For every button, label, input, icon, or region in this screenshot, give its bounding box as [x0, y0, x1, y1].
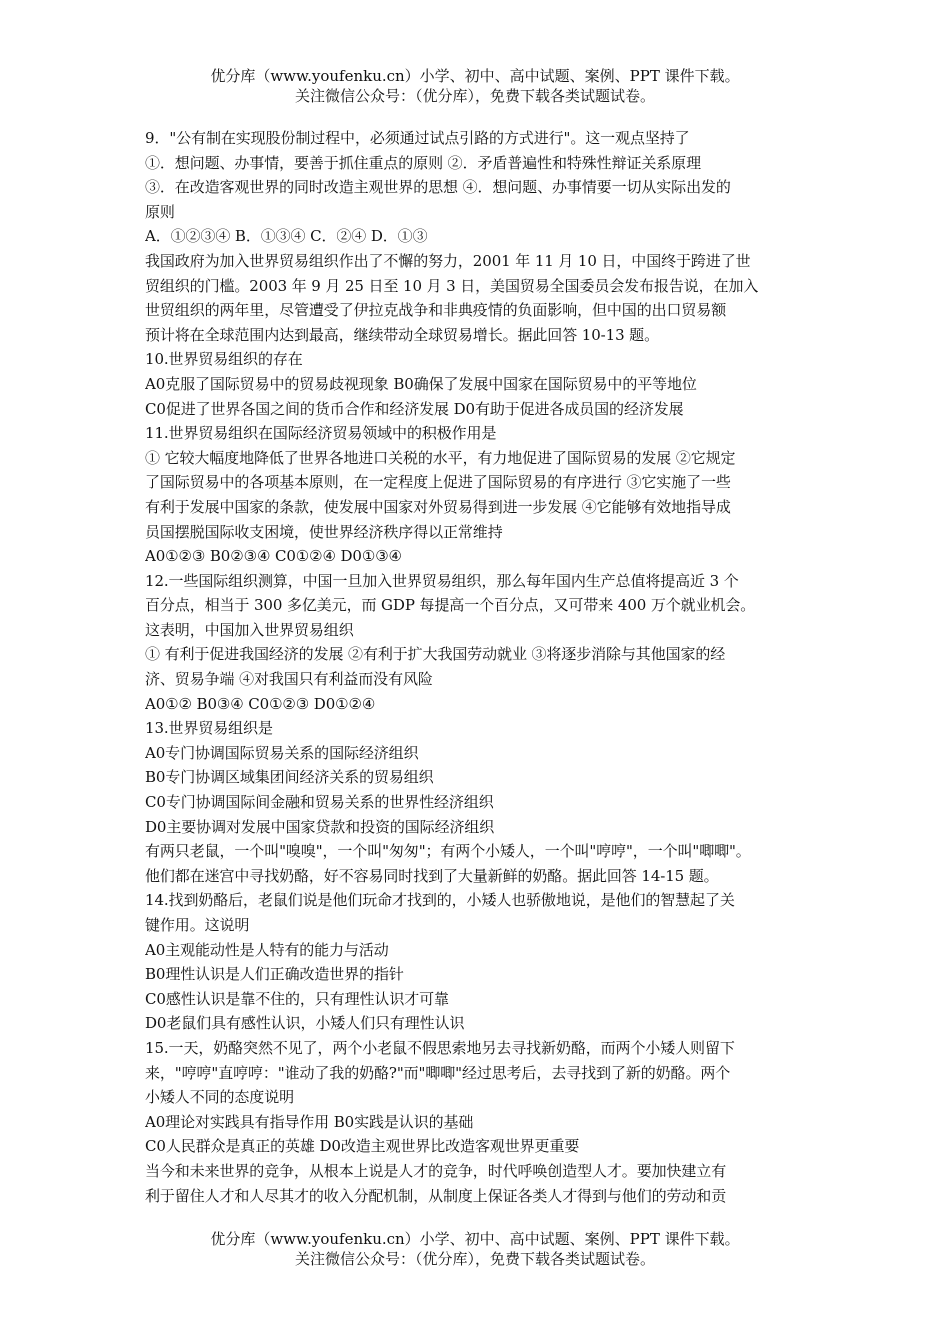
text-line: 13.世界贸易组织是	[145, 719, 273, 738]
text-line: C0人民群众是真正的英雄 D0改造主观世界比改造客观世界更重要	[145, 1137, 580, 1156]
header-line-2: 关注微信公众号：（优分库），免费下载各类试题试卷。	[294, 87, 655, 105]
text-line: 了国际贸易中的各项基本原则，在一定程度上促进了国际贸易的有序进行 ③它实施了一些	[145, 473, 731, 492]
text-line: 他们都在迷宫中寻找奶酪，好不容易同时找到了大量新鲜的奶酪。据此回答 14-15 题。	[145, 866, 719, 885]
text-line: 14.找到奶酪后，老鼠们说是他们玩命才找到的，小矮人也骄傲地说，是他们的智慧起了关	[145, 891, 735, 910]
text-line: 小矮人不同的态度说明	[145, 1088, 295, 1107]
text-line: D0老鼠们具有感性认识，小矮人们只有理性认识	[145, 1014, 465, 1033]
text-line: 12.一些国际组织测算，中国一旦加入世界贸易组织，那么每年国内生产总值将提高近 3 个	[145, 571, 739, 590]
text-line: D0主要协调对发展中国家贷款和投资的国际经济组织	[145, 817, 495, 836]
text-line: 键作用。这说明	[145, 916, 250, 934]
text-line: A0①② B0③④ C0①②③ D0①②④	[145, 694, 376, 713]
text-line: 百分点，相当于 300 多亿美元，而 GDP 每提高一个百分点，又可带来 400 万个就业机会。	[145, 596, 756, 615]
text-line: 有利于发展中国家的条款，使发展中国家对外贸易得到进一步发展 ④它能够有效地指导成	[145, 497, 731, 516]
text-line: 来，"哼哼"直哼哼："谁动了我的奶酪?"而"唧唧"经过思考后，去寻找到了新的奶酪。两个	[145, 1063, 731, 1082]
text-line: A0理论对实践具有指导作用 B0实践是认识的基础	[145, 1112, 474, 1131]
text-line: A0主观能动性是人特有的能力与活动	[145, 940, 389, 959]
text-line: C0感性认识是靠不住的，只有理性认识才可靠	[145, 989, 449, 1008]
text-line: 利于留住人才和人尽其才的收入分配机制，从制度上保证各类人才得到与他们的劳动和贡	[145, 1186, 727, 1205]
text-line: A0①②③ B0②③④ C0①②④ D0①③④	[145, 547, 402, 566]
text-line: ③．在改造客观世界的同时改造主观世界的思想 ④．想问题、办事情要一切从实际出发的	[145, 178, 731, 197]
footer-line-2: 关注微信公众号：（优分库），免费下载各类试题试卷。	[294, 1250, 655, 1268]
text-line: 贸组织的门槛。2003 年 9 月 25 日至 10 月 3 日，美国贸易全国委员会发布报告说，在加入	[145, 276, 759, 295]
text-line: C0专门协调国际间金融和贸易关系的世界性经济组织	[145, 793, 494, 812]
text-line: 原则	[145, 202, 175, 221]
text-line: B0专门协调区域集团间经济关系的贸易组织	[145, 768, 434, 787]
document-body	[145, 126, 810, 1208]
text-line: 9．"公有制在实现股份制过程中，必须通过试点引路的方式进行"。这一观点坚持了	[145, 129, 690, 147]
text-line: 有两只老鼠，一个叫"嗅嗅"，一个叫"匆匆"；有两个小矮人，一个叫"哼哼"，一个叫"唧唧"。	[145, 842, 751, 861]
text-line: ① 它较大幅度地降低了世界各地进口关税的水平，有力地促进了国际贸易的发展 ②它规定	[145, 448, 736, 467]
text-line: ①．想问题、办事情，要善于抓住重点的原则 ②．矛盾普遍性和特殊性辩证关系原理	[145, 153, 701, 172]
text-line: 预计将在全球范围内达到最高，继续带动全球贸易增长。据此回答 10-13 题。	[145, 325, 659, 344]
text-line: 这表明，中国加入世界贸易组织	[145, 620, 354, 639]
header-line-1: 优分库（www.youfenku.cn）小学、初中、高中试题、案例、PPT 课件下载。	[210, 67, 740, 85]
page-header	[0, 66, 950, 106]
footer-line-1: 优分库（www.youfenku.cn）小学、初中、高中试题、案例、PPT 课件下载。	[210, 1230, 740, 1248]
text-line: B0理性认识是人们正确改造世界的指针	[145, 965, 404, 984]
text-line: A．①②③④ B．①③④ C．②④ D．①③	[145, 227, 428, 246]
text-line: 当今和未来世界的竞争，从根本上说是人才的竞争，时代呼唤创造型人才。要加快建立有	[145, 1161, 727, 1180]
text-line: 15.一天，奶酪突然不见了，两个小老鼠不假思索地另去寻找新奶酪，而两个小矮人则留下	[145, 1038, 735, 1057]
text-line: ① 有利于促进我国经济的发展 ②有利于扩大我国劳动就业 ③将逐步消除与其他国家的经	[145, 645, 726, 664]
text-line: 世贸组织的两年里，尽管遭受了伊拉克战争和非典疫情的负面影响，但中国的出口贸易额	[145, 301, 727, 320]
text-line: 济、贸易争端 ④对我国只有利益而没有风险	[145, 670, 433, 689]
text-line: A0专门协调国际贸易关系的国际经济组织	[145, 743, 419, 762]
text-line: A0克服了国际贸易中的贸易歧视现象 B0确保了发展中国家在国际贸易中的平等地位	[145, 374, 697, 393]
page-footer	[0, 1229, 950, 1269]
text-line: 我国政府为加入世界贸易组织作出了不懈的努力，2001 年 11 月 10 日，中国终于跨进了世	[145, 251, 751, 270]
text-line: 11.世界贸易组织在国际经济贸易领域中的积极作用是	[145, 424, 497, 443]
text-line: C0促进了世界各国之间的货币合作和经济发展 D0有助于促进各成员国的经济发展	[145, 399, 684, 418]
text-line: 10.世界贸易组织的存在	[145, 350, 303, 369]
text-line: 员国摆脱国际收支困境，使世界经济秩序得以正常维持	[145, 522, 503, 541]
